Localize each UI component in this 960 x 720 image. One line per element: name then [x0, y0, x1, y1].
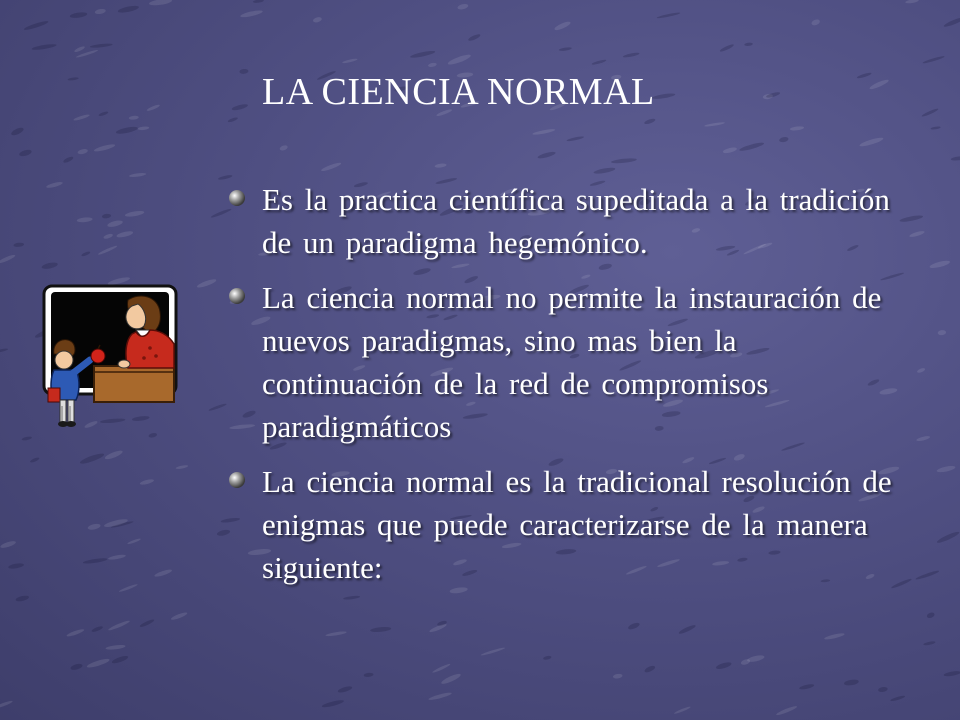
background-dash: [890, 695, 905, 702]
background-dash: [77, 148, 88, 155]
background-dash: [139, 478, 154, 485]
background-dash: [93, 143, 115, 153]
background-dash: [98, 111, 109, 117]
background-dash: [253, 0, 264, 3]
background-dash: [916, 367, 925, 373]
background-dash: [10, 126, 24, 137]
background-dash: [127, 538, 141, 545]
background-dash: [622, 52, 639, 59]
background-dash: [428, 691, 452, 701]
background-dash: [342, 58, 358, 64]
background-dash: [744, 42, 753, 46]
background-dash: [208, 403, 227, 412]
background-dash: [337, 685, 352, 694]
background-dash: [457, 3, 469, 10]
background-dash: [279, 144, 288, 151]
background-dash: [779, 136, 789, 143]
background-dash: [63, 156, 74, 164]
background-dash: [8, 562, 24, 569]
background-dash: [799, 683, 815, 690]
background-dash: [19, 149, 33, 158]
background-dash: [240, 9, 263, 18]
background-dash: [468, 33, 482, 42]
background-dash: [447, 53, 472, 67]
background-dash: [930, 126, 940, 130]
background-dash: [704, 121, 725, 127]
background-dash: [115, 126, 138, 136]
background-dash: [440, 672, 461, 685]
background-dash: [170, 611, 188, 621]
background-dash: [138, 126, 150, 131]
background-dash: [915, 570, 939, 581]
background-dash: [102, 213, 112, 219]
background-dash: [480, 647, 505, 657]
background-dash: [410, 50, 436, 59]
background-dash: [321, 699, 344, 709]
background-dash: [776, 705, 798, 717]
background-dash: [811, 18, 821, 26]
background-dash: [921, 108, 939, 118]
background-dash: [905, 0, 919, 4]
background-dash: [878, 686, 888, 692]
background-dash: [74, 45, 86, 53]
background-dash: [611, 157, 637, 164]
bullet-list: [228, 178, 908, 601]
background-dash: [15, 595, 29, 603]
background-dash: [943, 670, 960, 677]
background-dash: [428, 62, 437, 67]
background-dash: [532, 128, 555, 136]
background-dash: [227, 117, 238, 123]
background-dash: [129, 172, 146, 177]
background-dash: [926, 612, 935, 620]
background-dash: [715, 661, 732, 670]
bullet-text: La ciencia normal es la tradicional resolución de enigmas que puede caracterizarse de la manera siguiente:: [262, 464, 892, 585]
background-dash: [105, 644, 125, 650]
background-dash: [129, 115, 139, 120]
background-dash: [554, 20, 572, 32]
background-dash: [91, 625, 103, 633]
background-dash: [644, 665, 656, 674]
background-dash: [325, 631, 347, 637]
background-dash: [370, 626, 391, 633]
background-dash: [859, 136, 884, 148]
background-dash: [922, 55, 945, 64]
background-dash: [722, 146, 737, 154]
background-dash: [613, 673, 623, 679]
background-dash: [111, 655, 129, 665]
background-dash: [103, 233, 114, 240]
background-dash: [66, 628, 85, 638]
background-dash: [146, 104, 160, 112]
background-dash: [923, 641, 936, 646]
background-dash: [678, 624, 696, 635]
background-dash: [70, 663, 83, 671]
background-dash: [41, 261, 58, 270]
background-dash: [844, 679, 859, 687]
background-dash: [149, 0, 173, 6]
background-dash: [943, 16, 960, 28]
background-dash: [656, 12, 680, 19]
sphere-bullet-icon: [228, 471, 246, 489]
background-dash: [951, 156, 960, 162]
bullet-item: [228, 460, 908, 589]
background-dash: [321, 161, 342, 172]
background-dash: [79, 452, 105, 466]
background-dash: [108, 554, 126, 561]
background-dash: [559, 47, 572, 52]
background-dash: [86, 657, 110, 669]
background-dash: [125, 210, 145, 218]
bullet-item: [228, 276, 908, 448]
background-dash: [790, 126, 805, 132]
background-dash: [824, 632, 845, 640]
background-dash: [566, 136, 584, 142]
background-dash: [67, 77, 78, 81]
bullet-text: La ciencia normal no permite la instauración de nuevos paradigmas, sino mas bien la continuación de la red de compromisos paradigmáticos: [262, 280, 882, 444]
background-dash: [31, 43, 57, 51]
background-dash: [81, 251, 91, 257]
background-dash: [87, 523, 101, 531]
background-dash: [23, 20, 49, 32]
background-dash: [98, 245, 118, 256]
background-dash: [312, 16, 322, 23]
sphere-bullet-icon: [228, 189, 246, 207]
background-dash: [231, 103, 248, 111]
background-dash: [434, 163, 446, 168]
background-dash: [364, 672, 374, 677]
background-dash: [175, 465, 188, 470]
teacher-child-clipart: [40, 284, 182, 430]
background-dash: [543, 655, 552, 660]
background-dash: [108, 619, 131, 631]
background-dash: [118, 583, 138, 593]
background-dash: [719, 43, 734, 53]
background-dash: [0, 540, 17, 550]
slide-title: LA CIENCIA NORMAL: [262, 71, 655, 113]
background-dash: [909, 230, 925, 238]
background-dash: [0, 700, 13, 710]
background-dash: [674, 706, 691, 715]
background-dash: [239, 69, 248, 75]
background-dash: [196, 278, 217, 289]
background-dash: [29, 457, 39, 464]
background-dash: [0, 254, 16, 265]
background-dash: [627, 622, 640, 631]
background-dash: [83, 557, 108, 564]
background-dash: [73, 114, 90, 122]
background-dash: [90, 43, 113, 49]
background-dash: [432, 663, 451, 674]
background-dash: [116, 230, 134, 239]
sphere-bullet-icon: [228, 287, 246, 305]
background-dash: [929, 259, 951, 269]
bullet-text: Es la practica científica supeditada a la tradición de un paradigma hegemónico.: [262, 182, 890, 260]
background-dash: [591, 59, 606, 66]
bullet-item: [228, 178, 908, 264]
background-dash: [936, 465, 956, 474]
background-dash: [21, 436, 32, 441]
background-dash: [652, 92, 676, 100]
background-dash: [117, 4, 139, 14]
background-dash: [13, 242, 24, 247]
background-dash: [869, 78, 890, 91]
background-dash: [739, 141, 765, 152]
background-dash: [644, 118, 656, 126]
background-dash: [46, 181, 63, 189]
background-dash: [104, 449, 124, 461]
background-dash: [936, 530, 960, 544]
background-dash: [107, 219, 124, 228]
background-dash: [69, 11, 87, 18]
background-dash: [154, 568, 173, 578]
background-dash: [77, 217, 93, 223]
background-dash: [537, 151, 556, 160]
background-dash: [148, 432, 157, 438]
background-dash: [937, 330, 946, 336]
background-dash: [593, 167, 615, 175]
background-dash: [0, 348, 8, 354]
background-dash: [856, 72, 871, 80]
background-dash: [94, 8, 106, 15]
background-dash: [916, 435, 930, 442]
background-dash: [139, 618, 155, 628]
